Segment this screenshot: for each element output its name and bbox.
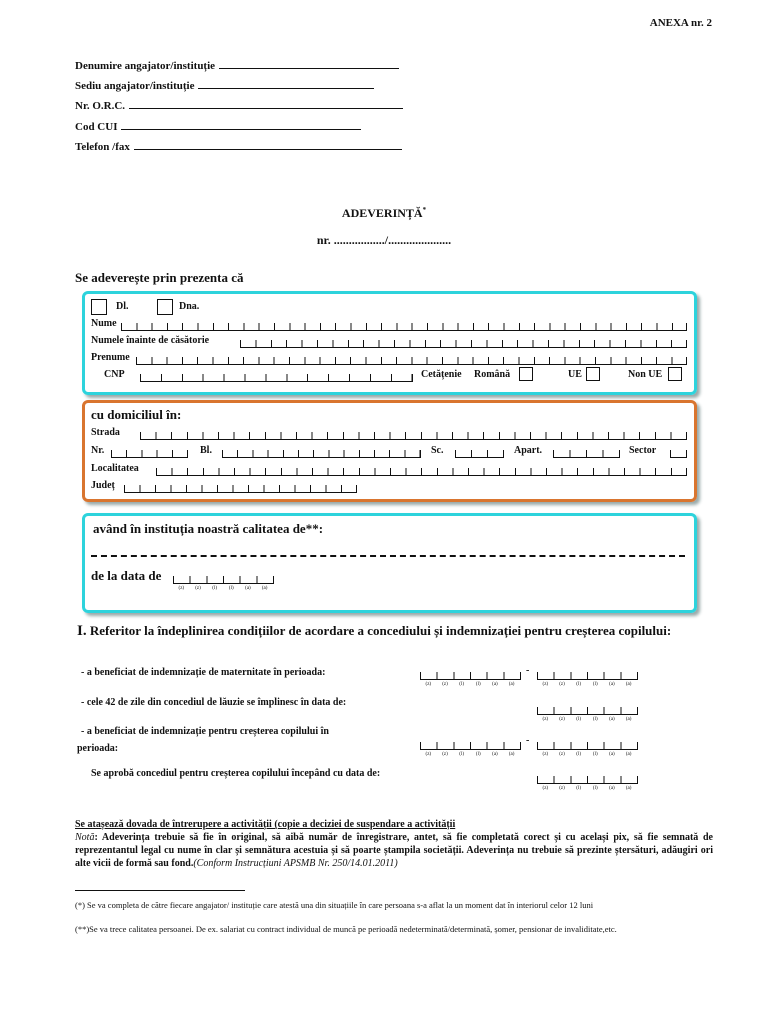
cui-row [75, 119, 361, 133]
employer-name-label: Denumire angajator/instituție [75, 60, 216, 72]
date-units: (z) (z) (l) (l) (a) (a) [425, 752, 515, 757]
orc-label: Nr. O.R.C. [75, 100, 126, 112]
page-title: ADEVERINȚĂ* [341, 206, 427, 220]
employer-address-label: Sediu angajator/instituție [75, 80, 195, 92]
since-label: de la data de [91, 568, 162, 583]
footnote-divider [75, 890, 245, 891]
staircase-field[interactable] [455, 450, 504, 458]
orc-field[interactable] [129, 98, 403, 109]
position-heading: având în instituția noastră calitatea de**: [93, 521, 324, 536]
footnote-2: (**)Se va trece calitatea persoanei. De ex. salariat cu contract individual de muncă pe perioadă nedeterminată/determinată, șomer, pensionar de invaliditate,etc. [75, 924, 617, 934]
employer-name-field[interactable] [219, 58, 399, 69]
first-name-label: Prenume [91, 352, 130, 363]
maternity-end-date[interactable] [537, 672, 638, 680]
street-label: Strada [91, 427, 120, 438]
date-units: (z) (z) (l) (l) (a) (a) [542, 717, 632, 722]
mr-checkbox[interactable] [91, 299, 107, 315]
phone-label: Telefon /fax [75, 141, 130, 153]
since-date-field[interactable] [173, 576, 274, 584]
address-heading: cu domiciliul în: [91, 407, 182, 422]
maiden-name-field[interactable] [240, 340, 687, 348]
cnp-label: CNP [104, 369, 125, 380]
cnp-field[interactable] [140, 374, 413, 382]
block-field[interactable] [222, 450, 421, 458]
range-separator: - [526, 735, 530, 746]
employer-address-field[interactable] [198, 78, 374, 89]
first-name-field[interactable] [136, 357, 687, 365]
section-1-heading: I. Referitor la îndeplinirea condițiilor de acordare a concediului și indemnizației pentru creșterea copilului: [77, 623, 672, 639]
certificate-number: nr. ................./..................... [316, 233, 452, 247]
street-field[interactable] [140, 432, 687, 440]
staircase-label: Sc. [431, 445, 444, 456]
cui-field[interactable] [121, 119, 361, 130]
citizenship-label: Cetățenie [421, 369, 462, 380]
attachment-note: Se atașează dovada de întrerupere a activității (copie a deciziei de suspendare a activității [75, 819, 456, 830]
date-units: (z) (z) (l) (l) (a) (a) [425, 682, 515, 687]
employer-name-row [75, 58, 399, 72]
date-units: (z) (z) (l) (l) (a) (a) [542, 682, 632, 687]
childcare-label: - a beneficiat de indemnizație pentru creșterea copilului în [81, 726, 329, 737]
date-units: (z) (z) (l) (l) (a) (a) [542, 752, 632, 757]
approved-leave-label: Se aprobă concediul pentru creșterea copilului începând cu data de: [91, 768, 381, 779]
name-field[interactable] [121, 323, 687, 331]
phone-row [75, 139, 402, 153]
name-label: Nume [91, 318, 117, 329]
maiden-name-label: Numele înainte de căsătorie [91, 335, 210, 346]
childcare-start-date[interactable] [420, 742, 521, 750]
cui-label: Cod CUI [75, 121, 118, 133]
date-units: (z) (z) (l) (l) (a) (a) [542, 786, 632, 791]
apartment-label: Apart. [514, 445, 543, 456]
county-field[interactable] [124, 485, 357, 493]
sector-label: Sector [629, 445, 657, 456]
employer-address-row [75, 78, 374, 92]
block-label: Bl. [200, 445, 212, 456]
mr-label: Dl. [116, 301, 129, 312]
number-label: Nr. [91, 445, 105, 456]
orc-row [75, 98, 403, 112]
childcare-end-date[interactable] [537, 742, 638, 750]
locality-field[interactable] [156, 468, 687, 476]
non-eu-checkbox[interactable] [668, 367, 682, 381]
maternity-label: - a beneficiat de indemnizație de maternitate în perioada: [81, 667, 326, 678]
footnote-1: (*) Se va completa de către fiecare angajator/ instituție care atestă una din situațiile în care persoana s-a aflat la un moment dat în interiorul celor 12 luni [75, 900, 594, 910]
postpartum-label: - cele 42 de zile din concediul de lăuzie se împlinesc în data de: [81, 697, 347, 708]
romanian-checkbox[interactable] [519, 367, 533, 381]
eu-checkbox[interactable] [586, 367, 600, 381]
mrs-checkbox[interactable] [157, 299, 173, 315]
intro-text: Se adeverește prin prezenta că [75, 270, 244, 285]
approved-leave-date[interactable] [537, 776, 638, 784]
locality-label: Localitatea [91, 463, 139, 474]
non-eu-label: Non UE [628, 369, 663, 380]
phone-field[interactable] [134, 139, 402, 150]
eu-label: UE [568, 369, 582, 380]
postpartum-end-date[interactable] [537, 707, 638, 715]
since-date-units: (z) (z) (l) (l) (a) (a) [178, 586, 268, 591]
mrs-label: Dna. [179, 301, 200, 312]
maternity-start-date[interactable] [420, 672, 521, 680]
romanian-label: Română [474, 369, 511, 380]
note-paragraph: Notă: Adeverința trebuie să fie în original, să aibă număr de înregistrare, antet, să fie completată corect și cu același pix, să fie semnată de reprezentantul legal cu nume în clar și semnătura acestuia și să poarte ștampila societății. Adeverința nu trebuie să prezinte ștersături, adăugiri ori alte vicii de formă sau fond.(Conform Instrucțiuni APSMB Nr. 250/14.01.2011) [75, 832, 713, 869]
number-field[interactable] [111, 450, 188, 458]
sector-field[interactable] [670, 450, 687, 458]
childcare-label-2: perioada: [77, 743, 119, 754]
range-separator: - [526, 665, 530, 676]
annex-label: ANEXA nr. 2 [649, 17, 712, 29]
apartment-field[interactable] [553, 450, 620, 458]
position-field[interactable] [91, 555, 685, 557]
county-label: Județ [91, 480, 115, 491]
